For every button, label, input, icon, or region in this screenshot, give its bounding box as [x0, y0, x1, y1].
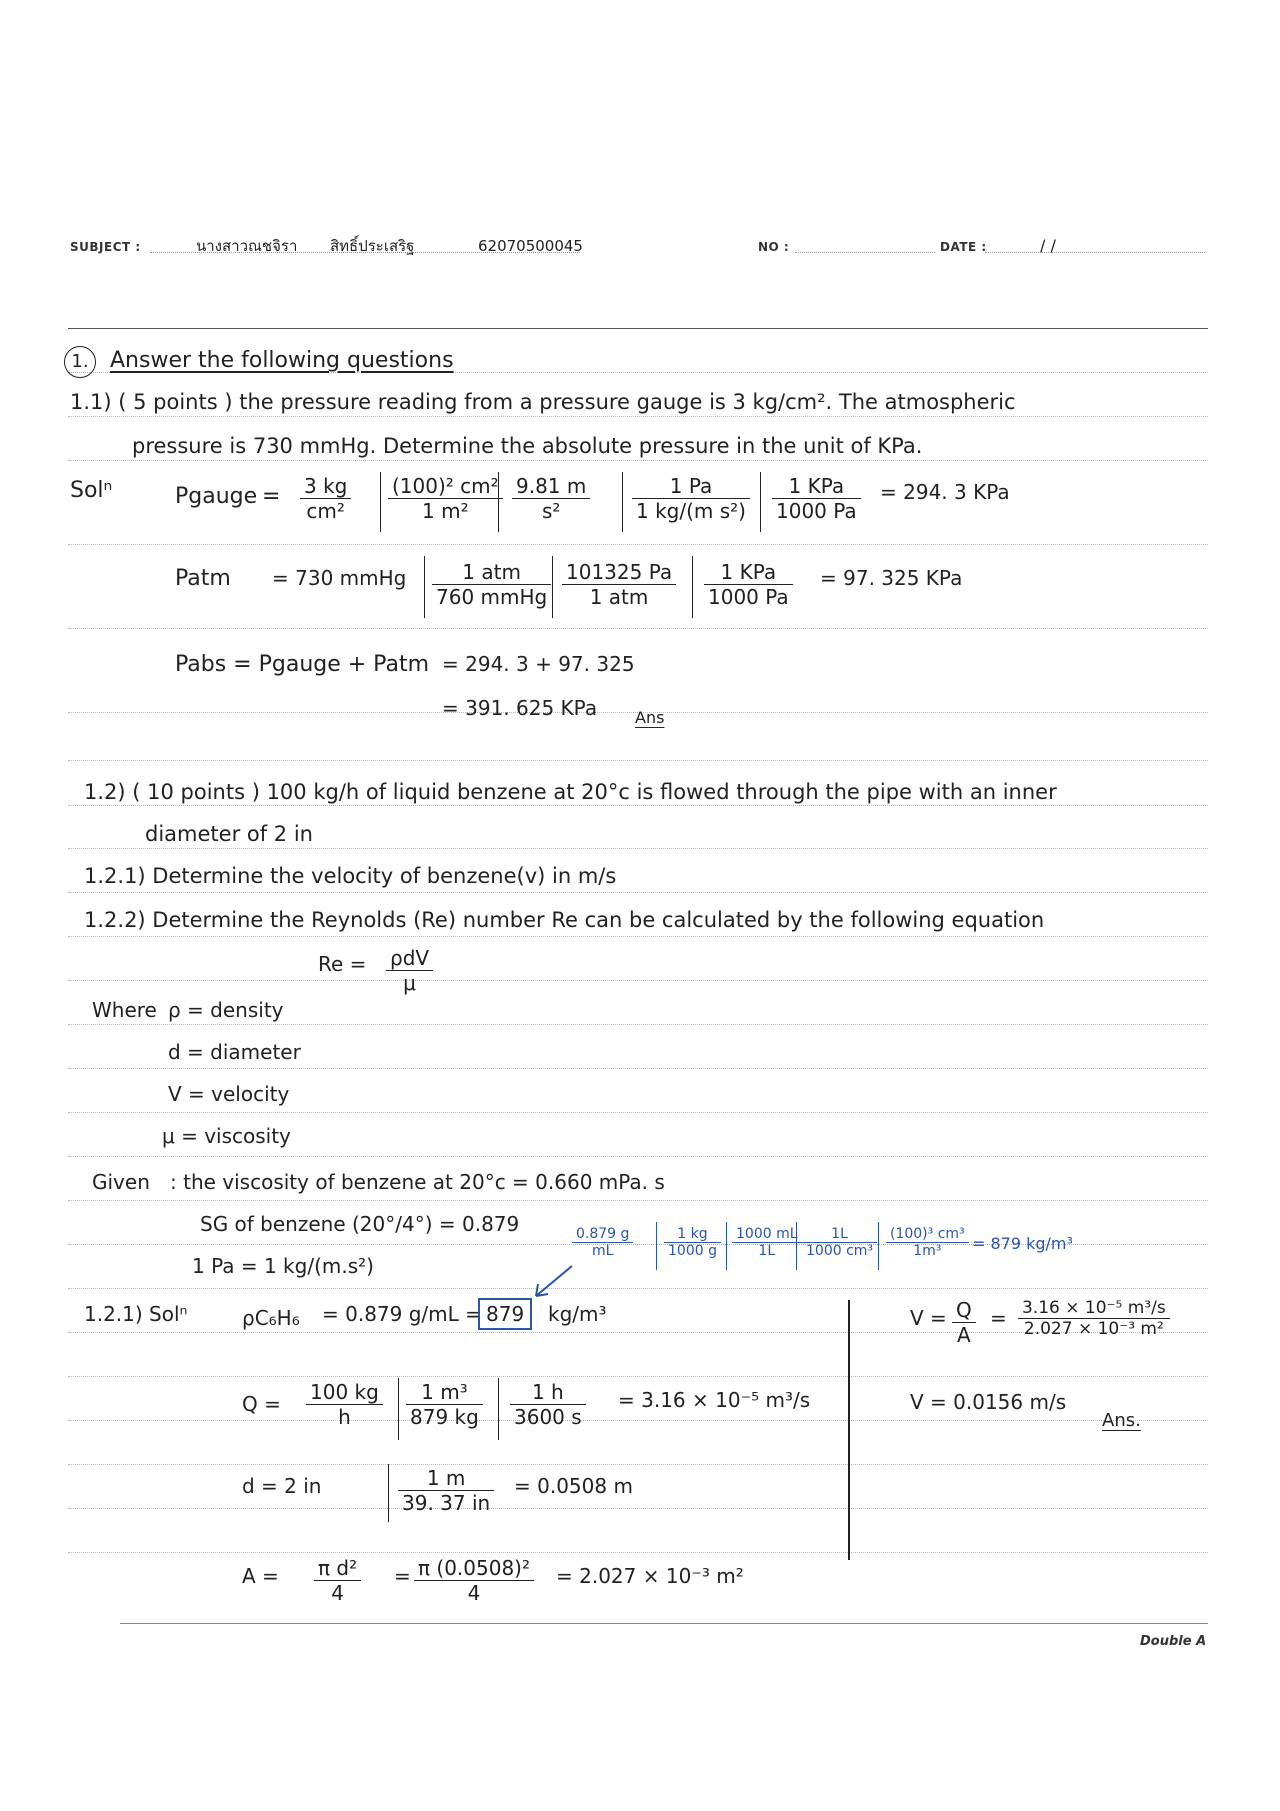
notebook-page: SUBJECT : นางสาวณชจิรา สิทธิ์ประเสริฐ 62070500045 NO : DATE : / / 1. Answer the following questions 1.1) ( 5 points ) the pressure reading from a pressure gauge is 3 kg/cm². The atmospheric pressure is 730 mmHg. Determine the absolute pressure in the unit of KPa. Solⁿ Pgauge = $\frac{3 kg}{\text{cm²}}$ $\frac{\text{(100)² cm²}}{\text{1 m²}}$ $\frac{9.81 m}{\text{s²}}$ $\frac{1 Pa}{\text{1 kg/(m s²)}}$ 1 KPa 1000 Pa = 294. 3 KPa Patm = 730 mmHg 1 atm 760 mmHg 101325 Pa 1 atm 1 KPa 1000 Pa = 97. 325 KPa Pabs = Pgauge + Patm = 294. 3 + 97. 325 = 391. 625 KPa Ans 1.2) ( 10 points ) 100 kg/h of liquid benzene at 20°c is flowed through the pipe with an inner diameter of 2 in 1.2.1) Determine the velocity of benzene(v) in m/s 1.2.2) Determine the Reynolds (Re) number Re can be calculated by the following equation Re = ρdV μ Where ρ = density d = diameter V = velocity μ = viscosity Given : the viscosity of benzene at 20°c = 0.660 mPa. s SG of benzene (20°/4°) = 0.879 1 Pa = 1 kg/(m.s²) $\frac{0.879 g}{mL}$ $\frac{1 kg}{1000 g}$ $\frac{1000 mL}{1L}$ $\frac{1L}{\text{1000 cm³}}$ $\frac{\text{(100)³ cm³}}{\text{1m³}}$ = 879 kg/m³ 1.2.1) Solⁿ ρC₆H₆ = 0.879 g/mL = 879 kg/m³ Q = $\frac{100 kg}{h}$ $\frac{\text{1 m³}}{879 kg}$ $\frac{1 h}{3600 s}$ = 3.16 × 10⁻⁵ m³/s d = 2 in $\frac{1 m}{39. 37 in}$ = 0.0508 m A = $\frac{\text{π d²}}{4}$ = $\frac{\text{π (0.0508)²}}{4}$ = 2.027 × 10⁻³ m² V = $\frac{Q}{A}$ = $\frac{\text{3.16 × 10⁻⁵ m³/s}}{\text{2.027 × 10⁻³ m²}}$ V = 0.0156 m/s Ans. Double A — [0, 0, 1280, 1811]
pabs-line2: = 391. 625 KPa — [442, 696, 598, 720]
ruled-line — [68, 1288, 1208, 1289]
given-label: Given — [92, 1170, 150, 1194]
pgauge-fraction-5: 1 KPa 1000 Pa — [772, 474, 861, 523]
q11-line1: 1.1) ( 5 points ) the pressure reading from a pressure gauge is 3 kg/cm². The atmospheric — [70, 390, 1016, 414]
student-name: นางสาวณชจิรา — [196, 237, 298, 255]
rho-boxed-value: 879 — [478, 1298, 532, 1330]
q11-line2: pressure is 730 mmHg. Determine the absolute pressure in the unit of KPa. — [132, 434, 923, 458]
a-line-result: = 2.027 × 10⁻³ m² — [556, 1564, 744, 1588]
ruled-line — [68, 1068, 1208, 1069]
density-conv-fraction-5: $\frac{\text{(100)³ cm³}}{\text{1m³}}$ — [886, 1226, 969, 1259]
a-line-equals: = — [394, 1564, 411, 1588]
subject-dotted-line — [150, 252, 580, 253]
sol121-label: 1.2.1) Solⁿ — [84, 1302, 188, 1326]
date-slashes: / / — [1040, 236, 1056, 255]
ruled-line — [68, 1464, 1208, 1465]
q-flow-fraction-3: $\frac{1 h}{3600 s}$ — [510, 1380, 586, 1429]
q-flow-fraction-1: $\frac{100 kg}{h}$ — [306, 1380, 383, 1429]
re-lhs: Re = — [318, 952, 367, 976]
bottom-rule — [120, 1623, 1208, 1624]
patm-start: = 730 mmHg — [272, 566, 407, 590]
q-flow-lhs: Q = — [242, 1392, 281, 1416]
no-label: NO : — [758, 240, 790, 254]
conversion-bar — [398, 1378, 399, 1440]
subject-label: SUBJECT : — [70, 240, 141, 254]
pabs-ans: Ans — [635, 708, 665, 727]
no-dotted-line — [795, 252, 935, 253]
a-line-lhs: A = — [242, 1564, 279, 1588]
conversion-bar — [380, 472, 381, 532]
v-calc-equals: = — [990, 1306, 1007, 1330]
conversion-bar — [498, 1378, 499, 1440]
rho-benzene-value: = 0.879 g/mL = — [322, 1302, 482, 1326]
ruled-line — [68, 1112, 1208, 1113]
given-pa: 1 Pa = 1 kg/(m.s²) — [192, 1254, 374, 1278]
conversion-bar — [388, 1464, 389, 1522]
patm-result: = 97. 325 KPa — [820, 566, 963, 590]
ruled-line — [68, 892, 1208, 893]
student-surname: สิทธิ์ประเสริฐ — [330, 237, 415, 255]
a-line-fraction-1: $\frac{\text{π d²}}{4}$ — [314, 1556, 361, 1605]
v-calc-fraction-1: $\frac{Q}{A}$ — [952, 1298, 976, 1347]
v-calc-ans: Ans. — [1102, 1410, 1141, 1431]
rho-unit: kg/m³ — [548, 1302, 607, 1326]
ruled-line — [68, 936, 1208, 937]
ruled-line — [68, 416, 1208, 417]
rho-benzene-label: ρC₆H₆ — [242, 1306, 300, 1330]
where-label: Where — [92, 998, 157, 1022]
column-divider — [848, 1300, 850, 1560]
conversion-bar — [760, 472, 761, 532]
pgauge-fraction-2: $\frac{\text{(100)² cm²}}{\text{1 m²}}$ — [388, 474, 503, 523]
ruled-line — [68, 980, 1208, 981]
date-label: DATE : — [940, 240, 987, 254]
pgauge-fraction-1: $\frac{3 kg}{\text{cm²}}$ — [300, 474, 351, 523]
q12-line1: 1.2) ( 10 points ) 100 kg/h of liquid benzene at 20°c is flowed through the pipe with an inner — [84, 780, 1057, 804]
ruled-line — [68, 1200, 1208, 1201]
pabs-equation: Pabs = Pgauge + Patm — [175, 652, 429, 677]
pgauge-label: Pgauge — [175, 484, 258, 509]
d-line-result: = 0.0508 m — [514, 1474, 633, 1498]
pgauge-fraction-4: $\frac{1 Pa}{\text{1 kg/(m s²)}}$ — [632, 474, 750, 523]
definition-viscosity: μ = viscosity — [162, 1124, 291, 1148]
given-viscosity: : the viscosity of benzene at 20°c = 0.660 mPa. s — [170, 1170, 665, 1194]
conversion-bar — [692, 556, 693, 618]
pgauge-result: = 294. 3 KPa — [880, 480, 1010, 504]
conversion-bar — [622, 472, 623, 532]
a-line-fraction-2: $\frac{\text{π (0.0508)²}}{4}$ — [414, 1556, 534, 1605]
brand-logo: Double A — [1140, 1634, 1207, 1649]
patm-fraction-2: 101325 Pa 1 atm — [562, 560, 676, 609]
definition-velocity: V = velocity — [168, 1082, 290, 1106]
conversion-bar — [878, 1222, 879, 1270]
d-line-fraction: $\frac{1 m}{39. 37 in}$ — [398, 1466, 494, 1515]
pabs-line1: = 294. 3 + 97. 325 — [442, 652, 635, 676]
density-conv-fraction-4: $\frac{1L}{\text{1000 cm³}}$ — [802, 1226, 877, 1259]
ruled-line — [68, 1024, 1208, 1025]
ruled-line — [68, 1552, 1208, 1553]
q122-line: 1.2.2) Determine the Reynolds (Re) number Re can be calculated by the following equation — [84, 908, 1045, 932]
q12-line2: diameter of 2 in — [145, 822, 313, 846]
q121-line: 1.2.1) Determine the velocity of benzene(v) in m/s — [84, 864, 617, 888]
ruled-line — [68, 628, 1208, 629]
student-id: 62070500045 — [478, 237, 583, 255]
ruled-line — [68, 760, 1208, 761]
patm-label: Patm — [175, 566, 231, 591]
definition-diameter: d = diameter — [168, 1040, 301, 1064]
ruled-line — [68, 460, 1208, 461]
arrow-icon — [528, 1262, 578, 1302]
v-calc-result: V = 0.0156 m/s — [910, 1390, 1067, 1414]
ruled-line — [68, 544, 1208, 545]
date-dotted-line — [985, 252, 1205, 253]
d-line-lhs: d = 2 in — [242, 1474, 322, 1498]
conversion-bar — [552, 556, 553, 618]
v-calc-lhs: V = — [910, 1306, 947, 1330]
conversion-bar — [424, 556, 425, 618]
given-sg: SG of benzene (20°/4°) = 0.879 — [200, 1212, 520, 1236]
ruled-line — [68, 1420, 1208, 1421]
header-rule — [68, 328, 1208, 329]
density-conv-fraction-3: $\frac{1000 mL}{1L}$ — [732, 1226, 802, 1259]
patm-fraction-1: 1 atm 760 mmHg — [432, 560, 551, 609]
ruled-line — [68, 1376, 1208, 1377]
conversion-bar — [656, 1222, 657, 1270]
pgauge-fraction-3: $\frac{9.81 m}{\text{s²}}$ — [512, 474, 590, 523]
q-flow-fraction-2: $\frac{\text{1 m³}}{879 kg}$ — [406, 1380, 483, 1429]
ruled-line — [68, 1156, 1208, 1157]
conversion-bar — [498, 472, 499, 532]
question-heading: Answer the following questions — [110, 348, 454, 373]
sol-label: Solⁿ — [70, 478, 113, 503]
conversion-bar — [726, 1222, 727, 1270]
ruled-line — [68, 1508, 1208, 1509]
definition-density: ρ = density — [168, 998, 284, 1022]
ruled-line — [68, 805, 1208, 806]
density-conv-fraction-1: $\frac{0.879 g}{mL}$ — [572, 1226, 633, 1259]
q-flow-result: = 3.16 × 10⁻⁵ m³/s — [618, 1388, 811, 1412]
re-fraction: ρdV μ — [386, 946, 433, 995]
v-calc-fraction-2: $\frac{\text{3.16 × 10⁻⁵ m³/s}}{\text{2.027 × 10⁻³ m²}}$ — [1018, 1298, 1170, 1339]
question-number-circle: 1. — [64, 346, 96, 378]
conversion-bar — [796, 1222, 797, 1270]
ruled-line — [68, 848, 1208, 849]
patm-fraction-3: 1 KPa 1000 Pa — [704, 560, 793, 609]
density-conv-fraction-2: $\frac{1 kg}{1000 g}$ — [664, 1226, 721, 1259]
density-conv-result: = 879 kg/m³ — [972, 1234, 1073, 1253]
